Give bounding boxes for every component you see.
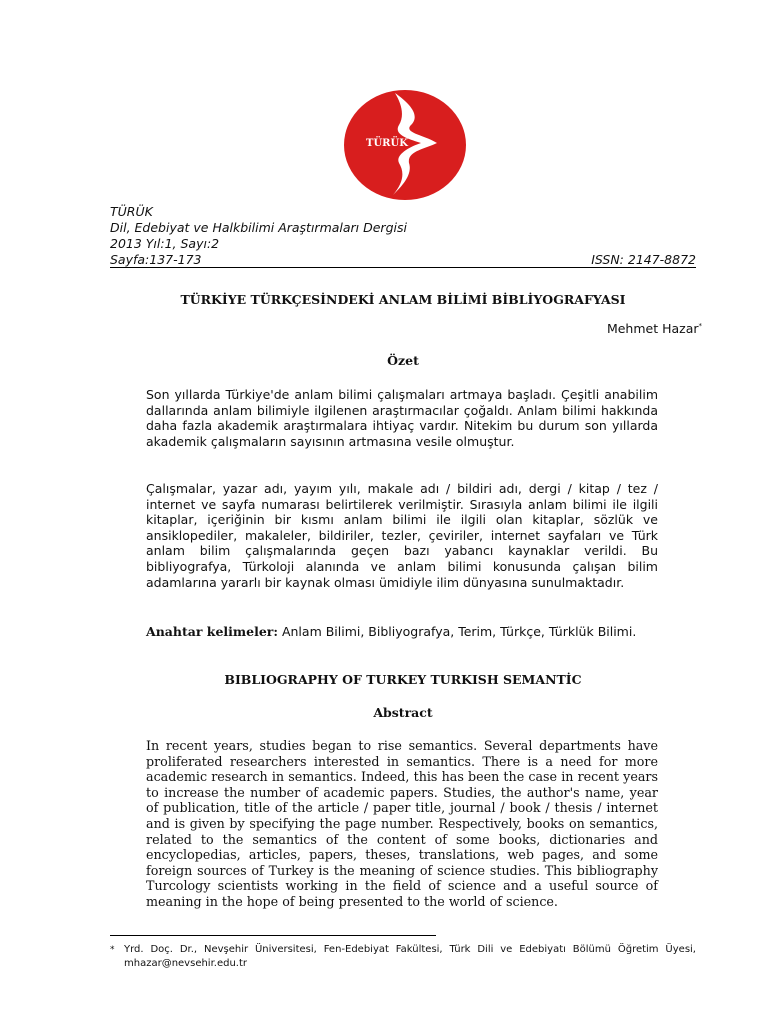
ozet-paragraph-2: Çalışmalar, yazar adı, yayım yılı, makale adı / bildiri adı, dergi / kitap / tez / internet ve sayfa numarası belirtilerek verilmiştir. Sırasıyla anlam bilimi ile ilgili kitaplar, içeriğinin bir kısmı anlam bilimi ile ilgili olan kitaplar, sözlük ve ansiklopediler, makaleler, bildiriler, tezler, çeviriler, internet sayfaları ve Türk anlam bilim çalışmalarında geçen bazı yabancı kaynaklar verildi. Bu bibliyografya, Türkoloji alanında ve anlam bilimi konusunda çalışan bilim adamlarına yararlı bir kaynak olması ümidiyle ilim dünyasına sunulmaktadır. — [146, 481, 658, 590]
journal-info — [110, 204, 407, 268]
keywords-list: Anlam Bilimi, Bibliyografya, Terim, Türkçe, Türklük Bilimi. — [277, 624, 637, 639]
keywords-label: Anahtar kelimeler: — [146, 624, 278, 639]
footnote-mark: * — [110, 945, 115, 955]
header-divider — [110, 267, 696, 268]
footnote-divider — [110, 935, 436, 936]
author-footnote-mark[interactable]: * — [698, 321, 702, 330]
journal-subtitle: Dil, Edebiyat ve Halkbilimi Araştırmaları Dergisi — [110, 220, 407, 235]
abstract-heading: Abstract — [373, 705, 433, 720]
logo-text: TÜRÜK — [366, 138, 408, 149]
logo-emblem — [343, 89, 469, 201]
article-title-en: BIBLIOGRAPHY OF TURKEY TURKISH SEMANTİC — [224, 672, 582, 687]
ozet-paragraph-1: Son yıllarda Türkiye'de anlam bilimi çalışmaları artmaya başladı. Çeşitli anabilim dallarında anlam bilimiyle ilgilenen araştırmacılar çoğaldı. Anlam bilimi hakkında daha fazla akademik araştırmalara ihtiyaç vardır. Nitekim bu durum son yıllarda akademik çalışmaların sayısının artmasına vesile olmuştur. — [146, 387, 658, 449]
author-name: Mehmet Hazar — [606, 321, 699, 336]
journal-pages: Sayfa:137-173 — [110, 252, 202, 267]
footnote-text: Yrd. Doç. Dr., Nevşehir Üniversitesi, Fen-Edebiyat Fakültesi, Türk Dili ve Edebiyatı Bölümü Öğretim Üyesi, mhazar@nevsehir.edu.tr — [124, 944, 696, 969]
author — [607, 321, 702, 336]
journal-issn: ISSN: 2147-8872 — [591, 252, 696, 267]
journal-logo — [343, 89, 469, 201]
footnote — [110, 943, 696, 971]
keywords — [146, 624, 658, 640]
article-title-tr: TÜRKİYE TÜRKÇESİNDEKİ ANLAM BİLİMİ BİBLİYOGRAFYASI — [180, 292, 626, 307]
abstract-paragraph: In recent years, studies began to rise semantics. Several departments have proliferated researchers interested in semantics. There is a need for more academic research in semantics. Indeed, this has been the case in recent years to increase the number of academic papers. Studies, the author's name, year of publication, title of the article / paper title, journal / book / thesis / internet and is given by specifying the page number. Respectively, books on semantics, related to the semantics of the content of some books, dictionaries and encyclopedias, articles, papers, theses, translations, web pages, and some foreign sources of Turkey is the meaning of science studies. This bibliography Turcology scientists working in the field of science and a useful source of meaning in the hope of being presented to the world of science. — [146, 738, 658, 909]
ozet-heading: Özet — [387, 353, 419, 368]
journal-name: TÜRÜK — [110, 204, 153, 219]
journal-volume: 2013 Yıl:1, Sayı:2 — [110, 236, 220, 251]
